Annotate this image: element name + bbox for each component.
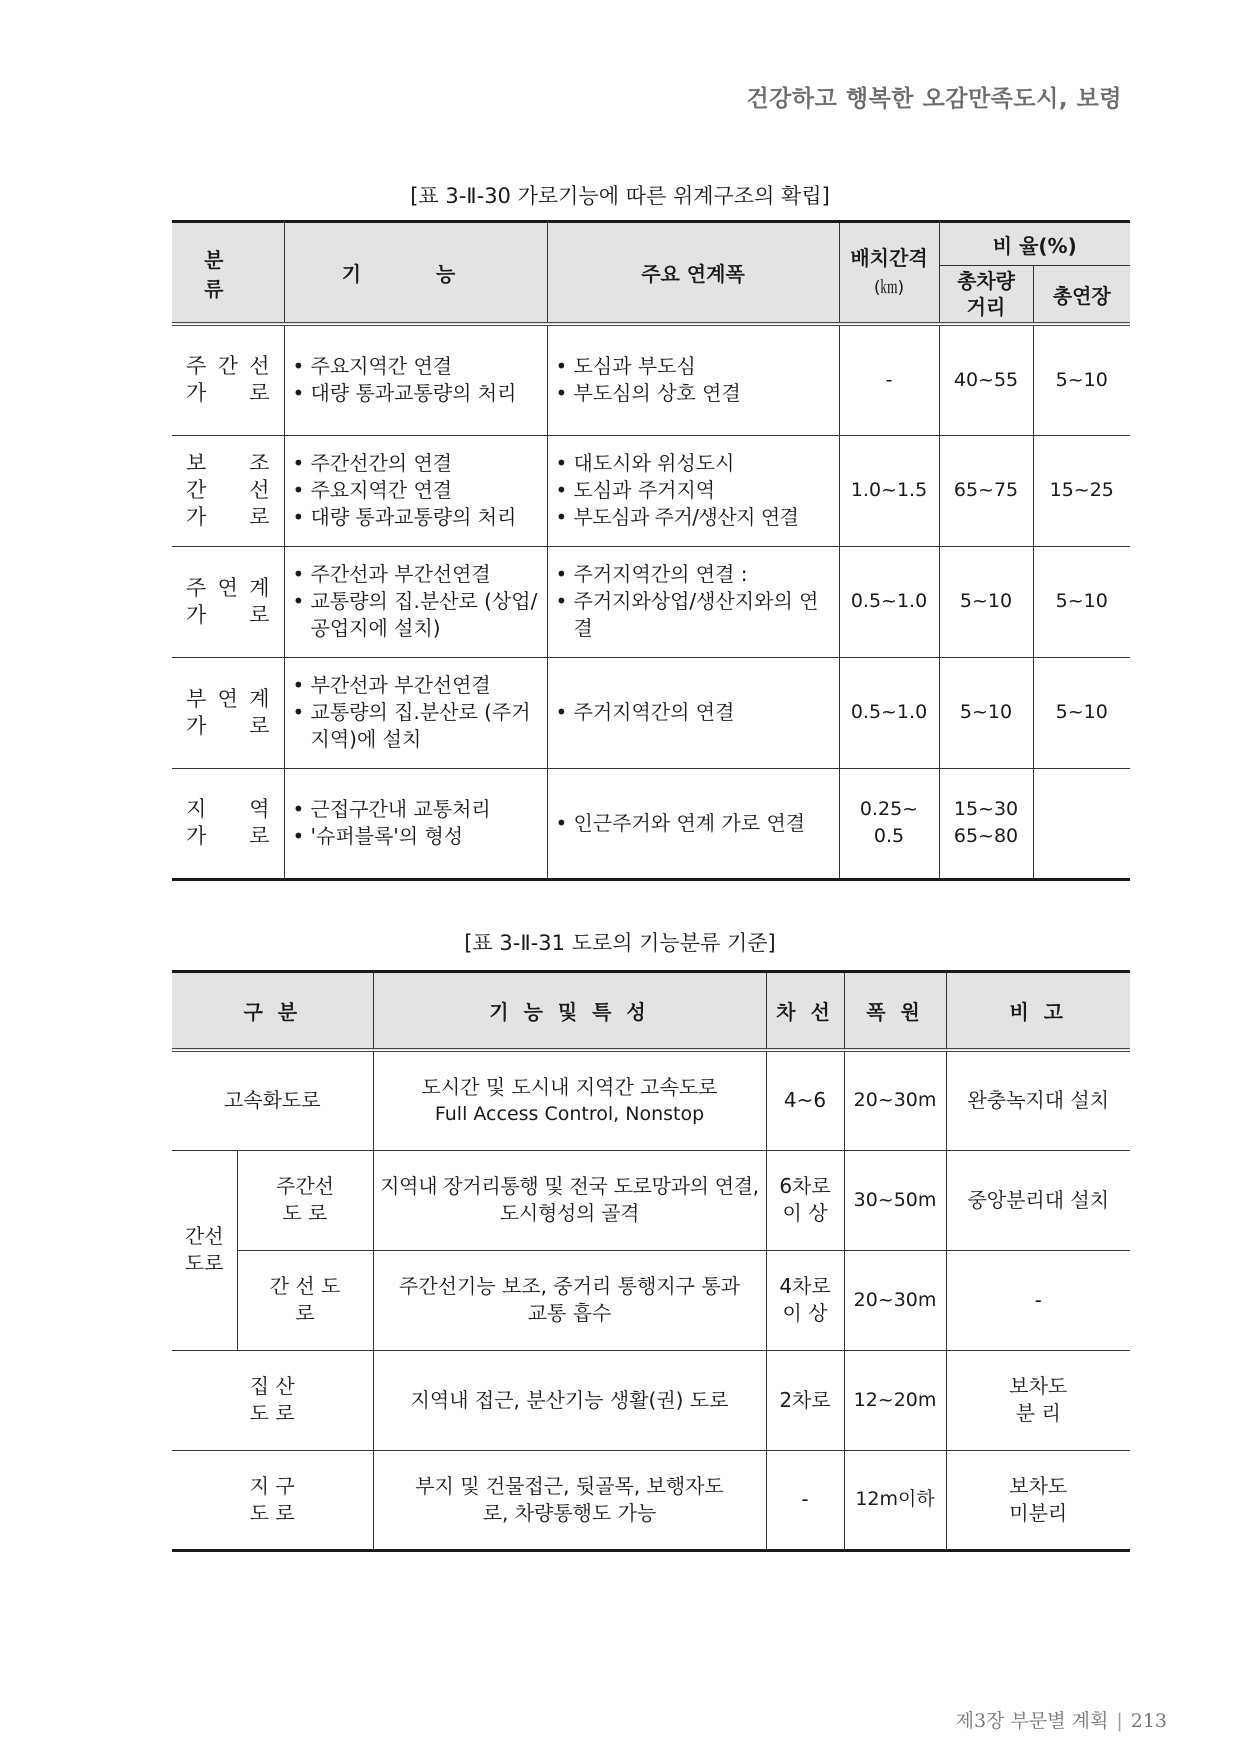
connection-cell	[547, 768, 839, 879]
category-line: 부 연 계	[186, 686, 270, 711]
total-length-cell: 5~10	[1033, 546, 1130, 657]
header-connection: 주요 연계폭	[547, 222, 839, 325]
header-spacing-label: 배치간격	[850, 245, 928, 270]
function-item: • 주간선과 부간선연결	[291, 561, 541, 588]
note-cell: 보차도 미분리	[946, 1450, 1130, 1550]
category-cell	[172, 768, 284, 879]
header-total-length: 총연장	[1033, 266, 1130, 325]
group-cell: 간선 도로	[172, 1150, 237, 1350]
note-cell: 중앙분리대 설치	[946, 1150, 1130, 1250]
category-line: 가 로	[186, 824, 270, 848]
spacing-cell: -	[839, 324, 939, 435]
connection-item: • 부도심의 상호 연결	[554, 380, 833, 407]
function-cell	[284, 546, 547, 657]
table-row	[172, 1350, 1130, 1450]
vehicle-distance-cell: 15~30 65~80	[939, 768, 1033, 879]
category-line: 지 역	[186, 797, 270, 821]
category-line: 주 연 계	[186, 575, 270, 600]
category-line: 주 간 선	[186, 354, 270, 379]
feature-text-en: Full Access Control, Nonstop	[434, 1102, 705, 1125]
function-cell	[284, 324, 547, 435]
function-item: • 교통량의 집.분산로 (상업/공업지에 설치)	[291, 588, 541, 642]
function-item: • 대량 통과교통량의 처리	[291, 380, 541, 407]
footer-separator: |	[1116, 1710, 1123, 1732]
connection-item: • 도심과 부도심	[554, 353, 833, 380]
table-row	[172, 435, 1130, 546]
feature-cell: 주간선기능 보조, 중거리 통행지구 통과교통 흡수	[373, 1250, 766, 1350]
function-item: • 주요지역간 연결	[291, 353, 541, 380]
function-item: • '슈퍼블록'의 형성	[291, 823, 541, 850]
road-classification-table	[172, 970, 1130, 1552]
table1-caption: [표 3-Ⅱ-30 가로기능에 따른 위계구조의 확립]	[410, 184, 830, 208]
total-length-cell: 15~25	[1033, 435, 1130, 546]
category-cell	[172, 324, 284, 435]
feature-cell	[373, 1050, 766, 1150]
category-line: 가 로	[186, 602, 270, 627]
division-cell: 고속화도로	[172, 1050, 373, 1150]
note-cell: -	[946, 1250, 1130, 1350]
footer-chapter: 제3장 부문별 계획	[955, 1710, 1109, 1732]
vehicle-distance-cell: 5~10	[939, 546, 1033, 657]
connection-cell	[547, 657, 839, 768]
table-row	[172, 1050, 1130, 1150]
connection-cell	[547, 435, 839, 546]
category-line: 가 로	[186, 381, 270, 406]
table-row	[172, 768, 1130, 879]
function-cell	[284, 435, 547, 546]
header-spacing	[839, 222, 939, 325]
spacing-cell: 0.5~1.0	[839, 546, 939, 657]
page-number: 213	[1130, 1710, 1167, 1732]
header-width: 폭 원	[844, 972, 946, 1051]
function-cell	[284, 768, 547, 879]
lanes-cell: 6차로 이 상	[766, 1150, 844, 1250]
connection-item: • 인근주거와 연계 가로 연결	[554, 810, 833, 837]
note-cell: 완충녹지대 설치	[946, 1050, 1130, 1150]
table2-caption: [표 3-Ⅱ-31 도로의 기능분류 기준]	[464, 931, 776, 955]
header-category: 분 류	[172, 222, 284, 325]
category-line: 가 로	[186, 713, 270, 738]
header-ratio: 비 율(%)	[939, 222, 1130, 266]
table-row	[172, 324, 1130, 435]
vehicle-distance-cell: 40~55	[939, 324, 1033, 435]
table-row	[172, 546, 1130, 657]
feature-cell: 부지 및 건물접근, 뒷골목, 보행자도로, 차량통행도 가능	[373, 1450, 766, 1550]
header-division: 구 분	[172, 972, 373, 1051]
header-feature: 기 능 및 특 성	[373, 972, 766, 1051]
division-cell: 지 구 도 로	[172, 1450, 373, 1550]
table-row	[172, 1150, 1130, 1250]
category-cell	[172, 435, 284, 546]
category-line: 가 로	[186, 505, 270, 529]
header-spacing-unit: (㎞)	[873, 277, 905, 298]
category-cell	[172, 657, 284, 768]
connection-item: • 주거지역간의 연결 :	[554, 561, 833, 588]
width-cell: 20~30m	[844, 1250, 946, 1350]
function-item: • 근접구간내 교통처리	[291, 796, 541, 823]
function-item: • 부간선과 부간선연결	[291, 672, 541, 699]
lanes-cell: 2차로	[766, 1350, 844, 1450]
width-cell: 12~20m	[844, 1350, 946, 1450]
connection-item: • 도심과 주거지역	[554, 477, 833, 504]
total-length-cell	[1033, 768, 1130, 879]
running-header-title: 건강하고 행복한 오감만족도시, 보령	[746, 86, 1122, 112]
vehicle-distance-cell: 65~75	[939, 435, 1033, 546]
table-row	[172, 1450, 1130, 1550]
feature-text: 도시간 및 도시내 지역간 고속도로	[421, 1074, 718, 1099]
table-row	[172, 1250, 1130, 1350]
connection-cell	[547, 546, 839, 657]
connection-cell	[547, 324, 839, 435]
division-cell: 주간선 도 로	[237, 1150, 373, 1250]
street-hierarchy-table	[172, 220, 1130, 881]
connection-item: • 주거지와상업/생산지와의 연결	[554, 588, 833, 642]
header-note: 비 고	[946, 972, 1130, 1051]
lanes-cell: 4~6	[766, 1050, 844, 1150]
function-item: • 주간선간의 연결	[291, 450, 541, 477]
header-function: 기 능	[284, 222, 547, 325]
lanes-cell: 4차로 이 상	[766, 1250, 844, 1350]
width-cell: 30~50m	[844, 1150, 946, 1250]
header-vehicle-distance: 총차량 거리	[939, 266, 1033, 325]
page-footer	[956, 1706, 1167, 1733]
total-length-cell: 5~10	[1033, 324, 1130, 435]
category-cell	[172, 546, 284, 657]
width-cell: 20~30m	[844, 1050, 946, 1150]
feature-cell: 지역내 장거리통행 및 전국 도로망과의 연결, 도시형성의 골격	[373, 1150, 766, 1250]
connection-item: • 대도시와 위성도시	[554, 450, 833, 477]
spacing-cell: 0.5~1.0	[839, 657, 939, 768]
width-cell: 12m이하	[844, 1450, 946, 1550]
division-cell: 집 산 도 로	[172, 1350, 373, 1450]
table-row	[172, 657, 1130, 768]
connection-item: • 주거지역간의 연결	[554, 699, 833, 726]
function-item: • 대량 통과교통량의 처리	[291, 504, 541, 531]
spacing-cell: 0.25~ 0.5	[839, 768, 939, 879]
function-item: • 교통량의 집.분산로 (주거지역)에 설치	[291, 699, 541, 753]
division-cell: 간 선 도 로	[237, 1250, 373, 1350]
category-line: 간 선	[186, 478, 270, 502]
category-line: 보 조	[186, 451, 270, 475]
vehicle-distance-cell: 5~10	[939, 657, 1033, 768]
connection-item: • 부도심과 주거/생산지 연결	[554, 504, 833, 531]
function-item: • 주요지역간 연결	[291, 477, 541, 504]
total-length-cell: 5~10	[1033, 657, 1130, 768]
spacing-cell: 1.0~1.5	[839, 435, 939, 546]
note-cell: 보차도 분 리	[946, 1350, 1130, 1450]
feature-cell: 지역내 접근, 분산기능 생활(권) 도로	[373, 1350, 766, 1450]
header-lanes: 차 선	[766, 972, 844, 1051]
lanes-cell: -	[766, 1450, 844, 1550]
function-cell	[284, 657, 547, 768]
